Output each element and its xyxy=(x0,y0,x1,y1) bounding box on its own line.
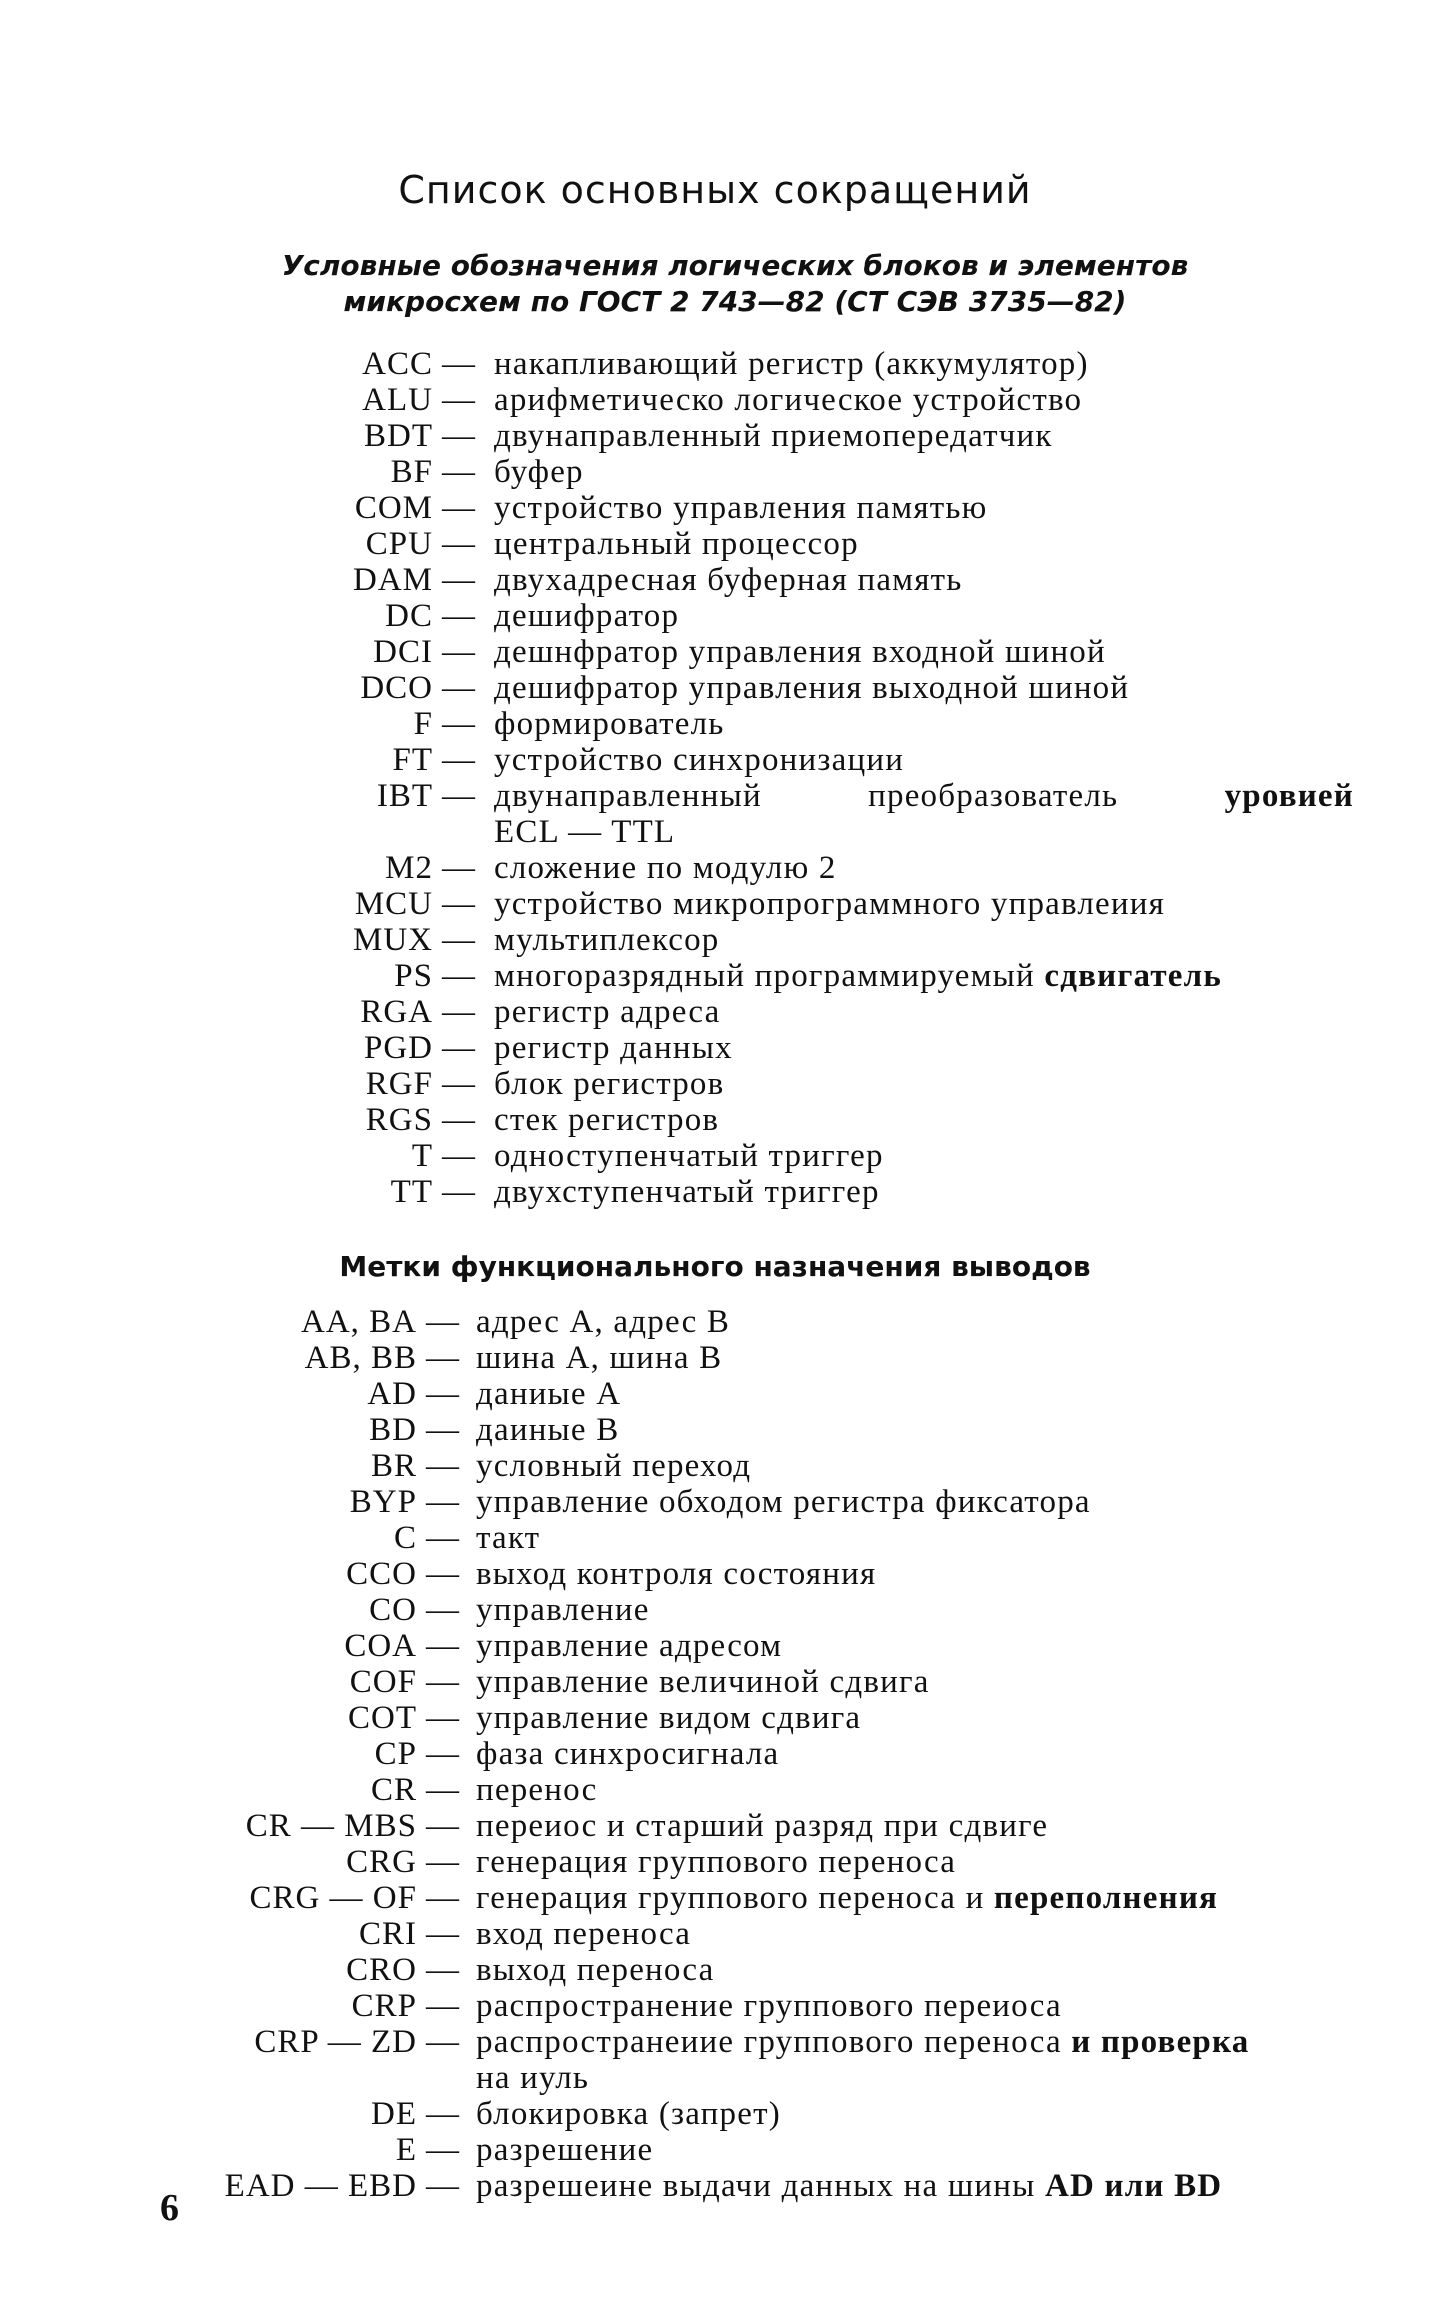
description xyxy=(494,994,720,1030)
abbreviation: F xyxy=(413,706,433,742)
description-text: устройство микропрограммного управлеиия xyxy=(494,886,1165,922)
description-text: шина А, шина В xyxy=(476,1340,723,1376)
description xyxy=(494,742,904,778)
description-text: дешифратор xyxy=(494,598,680,634)
description xyxy=(476,1340,722,1376)
list-item xyxy=(0,526,1430,562)
dash-separator: — xyxy=(426,1340,459,1376)
description-text: блокировка (запрет) xyxy=(476,2096,781,2132)
list-item xyxy=(0,850,1430,886)
abbreviation: PGD xyxy=(363,1030,433,1066)
description-text: стек регистров xyxy=(494,1102,720,1138)
list-item xyxy=(0,634,1430,670)
list-item xyxy=(0,1700,1430,1736)
dash-separator: — xyxy=(442,382,475,418)
abbreviation: MCU xyxy=(354,886,433,922)
list-item xyxy=(0,454,1430,490)
abbreviation: CO xyxy=(369,1592,417,1628)
dash-separator: — xyxy=(426,1808,459,1844)
description-text: блок регистров xyxy=(494,1066,725,1102)
section1-heading xyxy=(120,248,1350,320)
abbreviation: MUX xyxy=(352,922,433,958)
description-continuation: на иуль xyxy=(476,2060,590,2096)
description xyxy=(476,1988,1062,2024)
dash-separator: — xyxy=(442,1102,475,1138)
description-text: устройство синхронизации xyxy=(494,742,905,778)
list-item xyxy=(0,1736,1430,1772)
description-text: одноступенчатый триггер xyxy=(494,1138,884,1174)
section1-heading-line2: микросхем по ГОСТ 2 743—82 (СТ СЭВ 3735—82) xyxy=(343,285,1127,318)
list-item xyxy=(0,2132,1430,2168)
abbreviation: E xyxy=(395,2132,417,2168)
list-item xyxy=(0,1484,1430,1520)
description xyxy=(494,1102,719,1138)
dash-separator: — xyxy=(442,562,475,598)
description-text: распространеиие группового переноса xyxy=(476,2024,1062,2060)
abbreviation: DCO xyxy=(360,670,433,706)
description-text: разрешеине выдачи данных на шины xyxy=(476,2168,1036,2204)
description xyxy=(494,670,1129,706)
dash-separator: — xyxy=(426,1592,459,1628)
description-text: управление видом сдвига xyxy=(476,1700,862,1736)
description-text: буфер xyxy=(494,454,584,490)
list-item xyxy=(0,1448,1430,1484)
dash-separator: — xyxy=(442,922,475,958)
dash-separator: — xyxy=(442,742,475,778)
description xyxy=(494,1030,733,1066)
list-item xyxy=(0,1520,1430,1556)
description-bold: AD или BD xyxy=(1044,2168,1223,2204)
description-text: формирователь xyxy=(494,706,725,742)
dash-separator: — xyxy=(442,778,475,814)
dash-separator: — xyxy=(442,994,475,1030)
list-item xyxy=(0,2168,1430,2204)
list-item xyxy=(0,1556,1430,1592)
description-bold: сдвигатель xyxy=(1044,958,1223,994)
description xyxy=(476,2096,781,2132)
abbreviation: CRG — OF xyxy=(249,1880,417,1916)
description xyxy=(476,1376,621,1412)
list-item xyxy=(0,562,1430,598)
description xyxy=(494,922,720,958)
description-text: даиные В xyxy=(476,1412,620,1448)
list-item xyxy=(0,382,1430,418)
section2-heading: Метки функционального назначения выводов xyxy=(339,1250,1091,1283)
abbreviation: CRP xyxy=(351,1988,417,2024)
blocks-list xyxy=(0,346,1430,1210)
dash-separator: — xyxy=(426,2132,459,2168)
section1-heading-line1: Условные обозначения логических блоков и элементов xyxy=(281,249,1189,282)
description-text: перенос xyxy=(476,1772,598,1808)
list-item xyxy=(0,2024,1430,2060)
abbreviation: ACC xyxy=(362,346,433,382)
list-item xyxy=(0,1340,1430,1376)
description xyxy=(494,706,725,742)
dash-separator: — xyxy=(426,1988,459,2024)
abbreviation: COA xyxy=(344,1628,417,1664)
description-text: выход контроля состояния xyxy=(476,1556,877,1592)
labels-list xyxy=(0,1304,1430,2204)
description-text: выход переноса xyxy=(476,1952,715,1988)
description xyxy=(476,2132,653,2168)
list-item xyxy=(0,598,1430,634)
list-item xyxy=(0,418,1430,454)
dash-separator: — xyxy=(426,1952,459,1988)
abbreviation: CR — MBS xyxy=(245,1808,417,1844)
description xyxy=(476,1880,1218,1916)
dash-separator: — xyxy=(442,886,475,922)
abbreviation: RGF xyxy=(365,1066,433,1102)
dash-separator: — xyxy=(442,706,475,742)
list-item xyxy=(0,886,1430,922)
dash-separator: — xyxy=(442,634,475,670)
abbreviation: BDT xyxy=(364,418,433,454)
abbreviation: CRO xyxy=(346,1952,417,1988)
dash-separator: — xyxy=(442,526,475,562)
description-part: двунаправленный xyxy=(494,778,762,814)
description xyxy=(476,1952,715,1988)
abbreviation: COT xyxy=(348,1700,417,1736)
list-item xyxy=(0,706,1430,742)
list-item xyxy=(0,1138,1430,1174)
description-text: арифметическо логическое устройство xyxy=(494,382,1083,418)
dash-separator: — xyxy=(426,1736,459,1772)
abbreviation: TT xyxy=(390,1174,433,1210)
description xyxy=(476,2024,1249,2060)
description-text: разрешение xyxy=(476,2132,654,2168)
list-item xyxy=(0,1066,1430,1102)
description-text: дешифратор управления выходной шиной xyxy=(494,670,1130,706)
dash-separator: — xyxy=(426,1304,459,1340)
list-item xyxy=(0,958,1430,994)
description xyxy=(476,1520,540,1556)
description xyxy=(494,526,859,562)
abbreviation: COF xyxy=(349,1664,417,1700)
list-item xyxy=(0,1304,1430,1340)
dash-separator: — xyxy=(426,1448,459,1484)
abbreviation: BD xyxy=(369,1412,417,1448)
list-item xyxy=(0,1772,1430,1808)
description xyxy=(476,1808,1048,1844)
abbreviation: EAD — EBD xyxy=(224,2168,417,2204)
abbreviation: DAM xyxy=(352,562,433,598)
list-item xyxy=(0,994,1430,1030)
abbreviation: ALU xyxy=(362,382,433,418)
description xyxy=(494,850,837,886)
abbreviation: CR xyxy=(370,1772,417,1808)
abbreviation: RGS xyxy=(365,1102,433,1138)
description-text: управление величиной сдвига xyxy=(476,1664,930,1700)
description-text: условный переход xyxy=(476,1448,752,1484)
abbreviation: CPU xyxy=(365,526,433,562)
list-item xyxy=(0,1916,1430,1952)
abbreviation: IBT xyxy=(376,778,433,814)
dash-separator: — xyxy=(426,2168,459,2204)
list-item xyxy=(0,1102,1430,1138)
list-item xyxy=(0,1628,1430,1664)
description xyxy=(476,1664,930,1700)
description-bold: переполнения xyxy=(993,1880,1219,1916)
abbreviation: AB, BB xyxy=(304,1340,417,1376)
list-item xyxy=(0,1412,1430,1448)
description-text: переиос и старший разряд при сдвиге xyxy=(476,1808,1049,1844)
list-item xyxy=(0,1376,1430,1412)
dash-separator: — xyxy=(442,958,475,994)
dash-separator: — xyxy=(426,1412,459,1448)
list-item xyxy=(0,1808,1430,1844)
list-item xyxy=(0,2096,1430,2132)
description-text: генерация группового переноса xyxy=(476,1844,957,1880)
dash-separator: — xyxy=(442,598,475,634)
description xyxy=(494,634,1106,670)
dash-separator: — xyxy=(426,1376,459,1412)
description-text: такт xyxy=(476,1520,541,1556)
dash-separator: — xyxy=(442,1030,475,1066)
abbreviation: CP xyxy=(374,1736,417,1772)
description xyxy=(494,490,987,526)
description-continuation: ECL — TTL xyxy=(494,814,676,850)
description xyxy=(476,1628,782,1664)
description xyxy=(494,382,1082,418)
abbreviation: PS xyxy=(394,958,433,994)
dash-separator: — xyxy=(426,1772,459,1808)
description xyxy=(494,886,1165,922)
description xyxy=(476,1484,1091,1520)
abbreviation: DCI xyxy=(373,634,433,670)
abbreviation: M2 xyxy=(385,850,433,886)
description xyxy=(494,778,1354,814)
abbreviation: CRI xyxy=(358,1916,417,1952)
dash-separator: — xyxy=(426,1916,459,1952)
description-text: накапливающий регистр (аккумулятор) xyxy=(494,346,1089,382)
abbreviation: FT xyxy=(392,742,433,778)
abbreviation: CRG xyxy=(346,1844,417,1880)
description-text: адрес А, адрес В xyxy=(476,1304,731,1340)
abbreviation: T xyxy=(411,1138,433,1174)
description-text: сложение по модулю 2 xyxy=(494,850,837,886)
dash-separator: — xyxy=(442,1174,475,1210)
description xyxy=(476,1556,876,1592)
page-title: Список основных сокращений xyxy=(398,168,1032,212)
description-bold: и проверка xyxy=(1071,2024,1250,2060)
description-part-bold: уровией xyxy=(1224,778,1354,814)
list-item xyxy=(0,670,1430,706)
description-text: регистр адреса xyxy=(494,994,721,1030)
description xyxy=(494,1174,880,1210)
description-text: генерация группового переноса и xyxy=(476,1880,985,1916)
description xyxy=(476,1700,861,1736)
dash-separator: — xyxy=(426,2024,459,2060)
description xyxy=(476,1304,730,1340)
description-text: вход переноса xyxy=(476,1916,692,1952)
dash-separator: — xyxy=(426,2096,459,2132)
description-text: управление адресом xyxy=(476,1628,783,1664)
page-number: 6 xyxy=(160,2187,179,2229)
dash-separator: — xyxy=(442,418,475,454)
description xyxy=(494,1066,724,1102)
description-text: дешнфратор управления входной шиной xyxy=(494,634,1106,670)
description xyxy=(494,418,1053,454)
dash-separator: — xyxy=(426,1556,459,1592)
description xyxy=(494,454,584,490)
dash-separator: — xyxy=(426,1484,459,1520)
description xyxy=(476,1448,751,1484)
dash-separator: — xyxy=(426,1664,459,1700)
list-item xyxy=(0,742,1430,778)
list-item xyxy=(0,1952,1430,1988)
list-item xyxy=(0,922,1430,958)
description xyxy=(476,2168,1222,2204)
description xyxy=(494,598,679,634)
list-item xyxy=(0,1988,1430,2024)
dash-separator: — xyxy=(426,1880,459,1916)
dash-separator: — xyxy=(442,1066,475,1102)
description-text: двухадресная буферная память xyxy=(494,562,963,598)
list-item xyxy=(0,1592,1430,1628)
dash-separator: — xyxy=(442,1138,475,1174)
list-item xyxy=(0,778,1430,814)
list-item xyxy=(0,346,1430,382)
description-text: регистр данных xyxy=(494,1030,733,1066)
description-part: преобразователь xyxy=(868,778,1119,814)
abbreviation: AA, BA xyxy=(300,1304,417,1340)
dash-separator: — xyxy=(426,1700,459,1736)
dash-separator: — xyxy=(426,1520,459,1556)
description-text: даниые А xyxy=(476,1376,622,1412)
description-text: распространение группового переиоса xyxy=(476,1988,1062,2024)
abbreviation: RGA xyxy=(360,994,433,1030)
abbreviation: COM xyxy=(354,490,433,526)
description-text: двунаправленный приемопередатчик xyxy=(494,418,1053,454)
description-text: управление обходом регистра фиксатора xyxy=(476,1484,1091,1520)
abbreviation: BR xyxy=(370,1448,417,1484)
abbreviation: C xyxy=(393,1520,417,1556)
description xyxy=(476,1412,619,1448)
abbreviation: DE xyxy=(371,2096,417,2132)
abbreviation: CCO xyxy=(346,1556,417,1592)
description xyxy=(494,958,1222,994)
dash-separator: — xyxy=(442,346,475,382)
description-text: управление xyxy=(476,1592,650,1628)
abbreviation: AD xyxy=(367,1376,417,1412)
dash-separator: — xyxy=(426,1628,459,1664)
description-text: двухступенчатый триггер xyxy=(494,1174,880,1210)
description xyxy=(494,346,1089,382)
description xyxy=(476,1592,650,1628)
abbreviation: BF xyxy=(390,454,433,490)
description xyxy=(476,1916,691,1952)
list-item xyxy=(0,1664,1430,1700)
dash-separator: — xyxy=(442,490,475,526)
abbreviation: DC xyxy=(385,598,433,634)
abbreviation: BYP xyxy=(349,1484,417,1520)
list-item xyxy=(0,1844,1430,1880)
description-text: фаза синхросигнала xyxy=(476,1736,780,1772)
description-text: мультиплексор xyxy=(494,922,720,958)
description-text: центральный процессор xyxy=(494,526,859,562)
list-item xyxy=(0,1174,1430,1210)
description xyxy=(476,1844,956,1880)
description xyxy=(494,1138,884,1174)
dash-separator: — xyxy=(442,454,475,490)
description xyxy=(494,562,963,598)
dash-separator: — xyxy=(442,850,475,886)
list-item xyxy=(0,1880,1430,1916)
description xyxy=(476,1736,779,1772)
description-text: устройство управления памятью xyxy=(494,490,988,526)
dash-separator: — xyxy=(426,1844,459,1880)
abbreviation: CRP — ZD xyxy=(254,2024,417,2060)
dash-separator: — xyxy=(442,670,475,706)
description-text: многоразрядный программируемый xyxy=(494,958,1035,994)
list-item xyxy=(0,1030,1430,1066)
description xyxy=(476,1772,597,1808)
list-item xyxy=(0,490,1430,526)
